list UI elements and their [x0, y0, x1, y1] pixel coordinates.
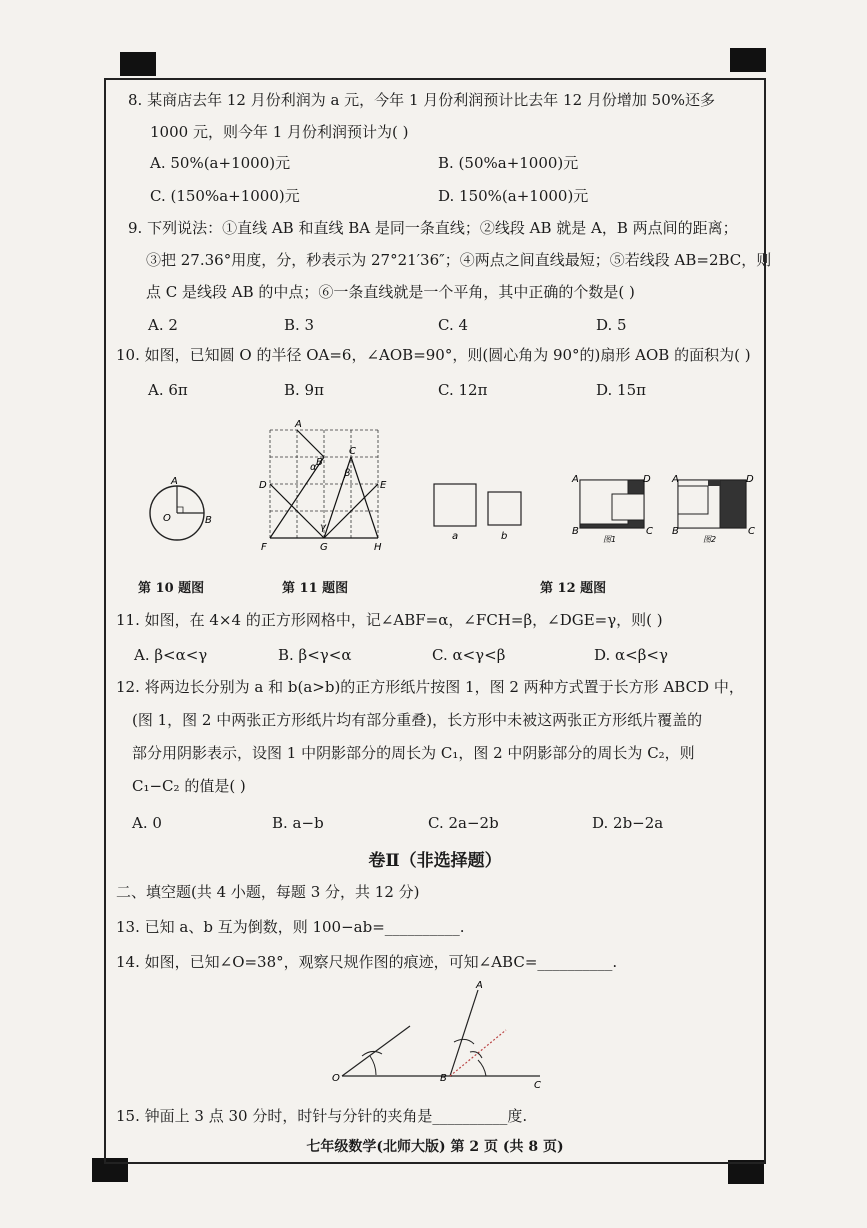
- section-title: 卷Ⅱ（非选择题）: [368, 851, 502, 871]
- fig10-label-o: O: [163, 513, 171, 524]
- q12-option-d: D. 2b−2a: [592, 814, 664, 832]
- q12-line4: C₁−C₂ 的值是( ): [132, 777, 246, 795]
- fig14-label-o: O: [332, 1073, 340, 1084]
- q9-option-a: A. 2: [148, 316, 178, 334]
- q9-option-c: C. 4: [438, 316, 469, 334]
- q10-option-b: B. 9π: [284, 381, 324, 399]
- fig12-tu1-caption: 图1: [603, 535, 617, 544]
- fig12-tu1-label-b: B: [572, 526, 579, 537]
- registration-mark-top-right: [730, 48, 766, 72]
- q12-option-c: C. 2a−2b: [428, 814, 499, 832]
- fig11-label-alpha: α: [310, 462, 317, 473]
- q15-text: 15. 钟面上 3 点 30 分时，时针与分针的夹角是__________度.: [116, 1107, 528, 1125]
- q9-line2: ③把 27.36°用度，分，秒表示为 27°21′36″；④两点之间直线最短；⑤若线段 AB=2BC，则: [146, 251, 772, 269]
- figure-12-squares-diagram: [428, 470, 758, 550]
- fig11-label-f: F: [261, 542, 267, 553]
- fig14-label-c: C: [534, 1080, 541, 1091]
- fig12-tu2-label-b: B: [672, 526, 679, 537]
- q9-line1: 9. 下列说法：①直线 AB 和直线 BA 是同一条直线；②线段 AB 就是 A，B 两点间的距离；: [128, 219, 738, 237]
- q12-line3: 部分用阴影表示，设图 1 中阴影部分的周长为 C₁，图 2 中阴影部分的周长为 C₂，则: [132, 744, 695, 762]
- q10-option-d: D. 15π: [596, 381, 646, 399]
- fig12-label-a: a: [452, 531, 459, 542]
- q13-text: 13. 已知 a、b 互为倒数，则 100−ab=__________.: [116, 918, 465, 936]
- fig11-label-d: D: [259, 480, 267, 491]
- q11-option-a: A. β<α<γ: [134, 646, 208, 664]
- q12-option-b: B. a−b: [272, 814, 324, 832]
- q8-option-c: C. (150%a+1000)元: [150, 187, 300, 205]
- fig11-label-h: H: [374, 542, 382, 553]
- fig10-label-b: B: [205, 515, 212, 526]
- fig11-label-beta: β: [344, 468, 351, 479]
- fig12-tu1-label-a: A: [572, 474, 579, 485]
- q8-line2: 1000 元，则今年 1 月份利润预计为( ): [150, 123, 409, 141]
- figure-14-construction-diagram: [330, 980, 560, 1090]
- fig12-tu2-label-c: C: [748, 526, 755, 537]
- registration-mark-top-left: [120, 52, 156, 76]
- fig10-label-a: A: [171, 476, 178, 487]
- q8-option-b: B. (50%a+1000)元: [438, 154, 579, 172]
- fig14-label-a: A: [476, 980, 483, 991]
- q12-option-a: A. 0: [132, 814, 162, 832]
- q11-line1: 11. 如图，在 4×4 的正方形网格中，记∠ABF=α，∠FCH=β，∠DGE=γ，则( ): [116, 611, 663, 629]
- figure-11-grid-diagram: [259, 418, 392, 568]
- q10-option-a: A. 6π: [148, 381, 188, 399]
- q11-option-c: C. α<γ<β: [432, 646, 506, 664]
- q9-option-b: B. 3: [284, 316, 315, 334]
- fig12-tu1-label-d: D: [643, 474, 651, 485]
- fig11-caption: 第 11 题图: [282, 581, 349, 596]
- fig12-label-b: b: [501, 531, 508, 542]
- q12-line2: (图 1，图 2 中两张正方形纸片均有部分重叠)，长方形中未被这两张正方形纸片覆盖的: [132, 711, 703, 729]
- fig12-tu1-label-c: C: [646, 526, 653, 537]
- q12-line1: 12. 将两边长分别为 a 和 b(a>b)的正方形纸片按图 1，图 2 两种方式置于长方形 ABCD 中，: [116, 678, 744, 696]
- q9-line3: 点 C 是线段 AB 的中点；⑥一条直线就是一个平角，其中正确的个数是( ): [146, 283, 635, 301]
- fig11-label-g: G: [320, 542, 328, 553]
- fig11-label-b: B: [316, 457, 323, 468]
- q8-line1: 8. 某商店去年 12 月份利润为 a 元，今年 1 月份利润预计比去年 12 月份增加 50%还多: [128, 91, 715, 109]
- fig10-caption: 第 10 题图: [138, 581, 205, 596]
- fig14-label-b: B: [440, 1073, 447, 1084]
- page-footer: 七年级数学(北师大版) 第 2 页 (共 8 页): [306, 1139, 564, 1155]
- q10-line1: 10. 如图，已知圆 O 的半径 OA=6，∠AOB=90°，则(圆心角为 90°的)扇形 AOB 的面积为( ): [116, 346, 751, 364]
- q8-option-d: D. 150%(a+1000)元: [438, 187, 589, 205]
- q14-text: 14. 如图，已知∠O=38°，观察尺规作图的痕迹，可知∠ABC=__________.: [116, 953, 618, 971]
- fig12-tu2-label-d: D: [746, 474, 754, 485]
- q11-option-b: B. β<γ<α: [278, 646, 352, 664]
- section-subtitle: 二、填空题(共 4 小题，每题 3 分，共 12 分): [116, 883, 420, 901]
- fig12-tu2-label-a: A: [672, 474, 679, 485]
- q11-option-d: D. α<β<γ: [594, 646, 668, 664]
- q10-option-c: C. 12π: [438, 381, 488, 399]
- fig11-label-gamma: γ: [320, 522, 326, 533]
- fig12-tu2-caption: 图2: [703, 535, 717, 544]
- fig11-label-e: E: [380, 480, 387, 491]
- figure-10-circle-diagram: [140, 470, 220, 560]
- fig11-label-c: C: [349, 446, 356, 457]
- fig11-label-a: A: [295, 419, 302, 430]
- fig12-caption: 第 12 题图: [540, 581, 607, 596]
- q8-option-a: A. 50%(a+1000)元: [150, 154, 291, 172]
- q9-option-d: D. 5: [596, 316, 627, 334]
